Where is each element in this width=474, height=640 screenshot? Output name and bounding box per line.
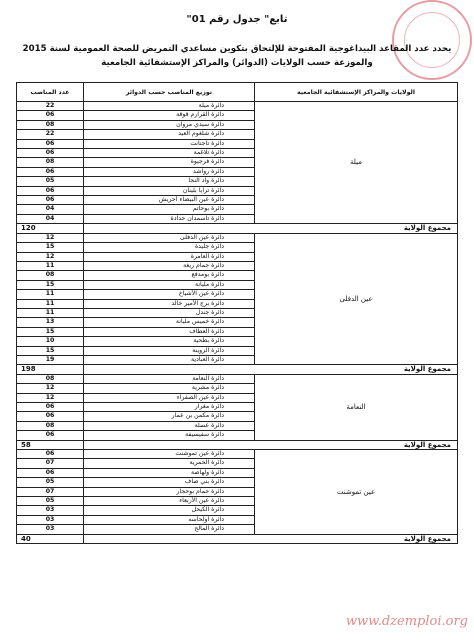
district-name: دائرة عين الدفلى [84, 233, 255, 242]
district-seat-count: 10 [17, 337, 84, 346]
province-name: عين الدفلى [255, 233, 458, 365]
district-name: دائرة رواشد [84, 167, 255, 176]
district-seat-count: 06 [17, 431, 84, 440]
district-seat-count: 06 [17, 111, 84, 120]
district-name: دائرة الكيحل [84, 506, 255, 515]
district-name: دائرة عين الأشياخ [84, 290, 255, 299]
district-name: دائرة عين الصفراء [84, 393, 255, 402]
document-title: يحدد عدد المقاعد البيداغوجية المفتوحة للإلتحاق بتكوين مساعدي التمريض للصحة العمومية لسنة 2015 [22, 44, 452, 54]
district-seat-count: 11 [17, 299, 84, 308]
header-row [17, 83, 458, 102]
district-seat-count: 04 [17, 214, 84, 223]
province-total-row [17, 440, 458, 449]
district-seat-count: 06 [17, 403, 84, 412]
district-seat-count: 12 [17, 384, 84, 393]
district-seat-count: 13 [17, 318, 84, 327]
district-seat-count: 06 [17, 450, 84, 459]
district-name: دائرة واد النجا [84, 177, 255, 186]
district-name: دائرة العطاف [84, 327, 255, 336]
province-total-label: مجموع الولاية [84, 440, 458, 449]
district-seat-count: 03 [17, 506, 84, 515]
district-name: دائرة ميلة [84, 102, 255, 111]
district-name: دائرة خميس مليانة [84, 318, 255, 327]
district-seat-count: 08 [17, 374, 84, 383]
district-seat-count: 03 [17, 515, 84, 524]
district-name: دائرة الروينة [84, 346, 255, 355]
district-name: دائرة العبادية [84, 355, 255, 364]
province-total-count: 120 [17, 224, 84, 233]
district-seat-count: 11 [17, 261, 84, 270]
district-seat-count: 15 [17, 243, 84, 252]
header-districts: توزيع المناصب حسب الدوائر [84, 83, 255, 102]
district-name: دائرة ترايا بلينان [84, 186, 255, 195]
district-name: دائرة مغرار [84, 403, 255, 412]
district-name: دائرة أولحاسه [84, 515, 255, 524]
district-name: دائرة بومدفع [84, 271, 255, 280]
table-row [17, 102, 458, 111]
table-row [17, 374, 458, 383]
district-name: دائرة حمام ريغة [84, 261, 255, 270]
table-caption: "تابع" جدول رقم 01 [186, 14, 288, 25]
district-name: دائرة سفيسيفة [84, 431, 255, 440]
district-name: دائرة عين تموشنت [84, 450, 255, 459]
document-subtitle: والموزعة حسب الولايات (الدوائر) والمراكز الإستشفائية الجامعية [101, 58, 373, 68]
district-name: دائرة القرارم قوقة [84, 111, 255, 120]
table-row [17, 450, 458, 459]
province-total-row [17, 534, 458, 543]
district-name: دائرة عين الأربعاء [84, 497, 255, 506]
district-seat-count: 08 [17, 421, 84, 430]
district-seat-count: 04 [17, 205, 84, 214]
district-name: دائرة الحمرية [84, 459, 255, 468]
district-name: دائرة عين البيضاء أحريش [84, 196, 255, 205]
province-name: عين تموشنت [255, 450, 458, 535]
district-seat-count: 05 [17, 478, 84, 487]
district-seat-count: 06 [17, 412, 84, 421]
province-total-label: مجموع الولاية [84, 534, 458, 543]
district-seat-count: 06 [17, 149, 84, 158]
district-name: دائرة مليانة [84, 280, 255, 289]
site-watermark: www.dzemploi.org [345, 614, 468, 629]
district-seat-count: 12 [17, 252, 84, 261]
district-seat-count: 22 [17, 102, 84, 111]
province-total-row [17, 365, 458, 374]
district-seat-count: 19 [17, 355, 84, 364]
district-name: دائرة بطحية [84, 337, 255, 346]
district-name: دائرة بوحاتم [84, 205, 255, 214]
district-seat-count: 08 [17, 271, 84, 280]
province-total-count: 40 [17, 534, 84, 543]
district-seat-count: 15 [17, 280, 84, 289]
district-name: دائرة حمام بوحجار [84, 487, 255, 496]
district-name: دائرة العامرة [84, 252, 255, 261]
allocation-table [16, 82, 458, 544]
official-stamp [392, 0, 472, 80]
district-seat-count: 15 [17, 327, 84, 336]
district-seat-count: 06 [17, 468, 84, 477]
province-name: النعامة [255, 374, 458, 440]
district-seat-count: 06 [17, 186, 84, 195]
table-row [17, 233, 458, 242]
district-name: دائرة سيدي مروان [84, 120, 255, 129]
district-seat-count: 12 [17, 233, 84, 242]
district-name: دائرة ولهاصة [84, 468, 255, 477]
district-name: دائرة النعامة [84, 374, 255, 383]
province-total-count: 198 [17, 365, 84, 374]
district-name: دائرة جندل [84, 308, 255, 317]
district-name: دائرة تاسمدان حدادة [84, 214, 255, 223]
province-total-row [17, 224, 458, 233]
province-total-label: مجموع الولاية [84, 224, 458, 233]
district-seat-count: 06 [17, 196, 84, 205]
district-seat-count: 08 [17, 120, 84, 129]
district-seat-count: 07 [17, 459, 84, 468]
district-name: دائرة مشرية [84, 384, 255, 393]
table-body [17, 102, 458, 544]
district-seat-count: 15 [17, 346, 84, 355]
district-seat-count: 11 [17, 308, 84, 317]
district-name: دائرة جليدة [84, 243, 255, 252]
district-seat-count: 06 [17, 139, 84, 148]
district-seat-count: 22 [17, 130, 84, 139]
province-total-count: 58 [17, 440, 84, 449]
header-provinces: الولايات والمراكز الإستشفائية الجامعية [255, 83, 458, 102]
district-seat-count: 05 [17, 497, 84, 506]
district-name: دائرة عسلة [84, 421, 255, 430]
district-name: دائرة المالح [84, 525, 255, 534]
district-name: دائرة برج الأمير خالد [84, 299, 255, 308]
district-seat-count: 12 [17, 393, 84, 402]
province-name: ميلة [255, 102, 458, 224]
district-seat-count: 07 [17, 487, 84, 496]
province-total-label: مجموع الولاية [84, 365, 458, 374]
district-seat-count: 11 [17, 290, 84, 299]
district-name: دائرة تلاغمة [84, 149, 255, 158]
district-name: دائرة فرجيوة [84, 158, 255, 167]
district-name: دائرة تاجنانت [84, 139, 255, 148]
district-name: دائرة مكمن بن عمار [84, 412, 255, 421]
district-seat-count: 06 [17, 167, 84, 176]
district-name: دائرة بني صاف [84, 478, 255, 487]
district-seat-count: 08 [17, 158, 84, 167]
district-name: دائرة شلغوم العيد [84, 130, 255, 139]
header-count: عدد المناصب [17, 83, 84, 102]
district-seat-count: 03 [17, 525, 84, 534]
district-seat-count: 05 [17, 177, 84, 186]
